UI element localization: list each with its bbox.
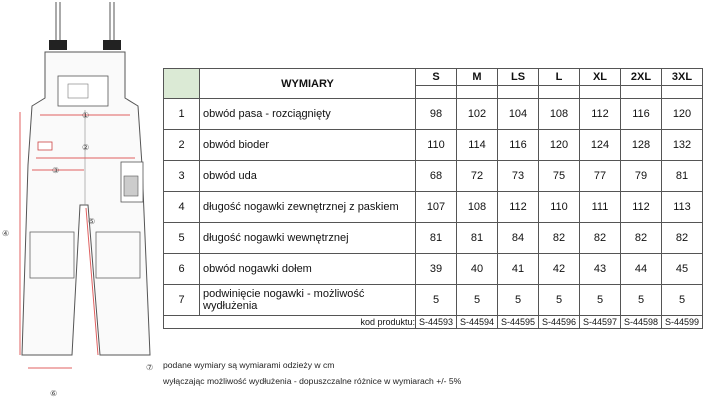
size-value-cell: 68 <box>416 161 457 192</box>
size-value-cell: 43 <box>580 254 621 285</box>
size-value-cell: 5 <box>539 285 580 316</box>
row-description: obwód nogawki dołem <box>200 254 416 285</box>
size-value-cell: 116 <box>498 130 539 161</box>
size-value-cell: 5 <box>457 285 498 316</box>
size-header: S <box>416 69 457 86</box>
table-row <box>164 99 703 130</box>
header-spacer <box>457 86 498 99</box>
marker-5: ⑤ <box>88 217 96 226</box>
size-value-cell: 5 <box>416 285 457 316</box>
size-value-cell: 120 <box>539 130 580 161</box>
size-value-cell: 42 <box>539 254 580 285</box>
size-value-cell: 84 <box>498 223 539 254</box>
size-value-cell: 5 <box>498 285 539 316</box>
size-value-cell: 82 <box>621 223 662 254</box>
row-description: podwinięcie nogawki - możliwość wydłużenia <box>200 285 416 316</box>
size-value-cell: 81 <box>457 223 498 254</box>
size-value-cell: 124 <box>580 130 621 161</box>
marker-2: ② <box>82 143 90 152</box>
marker-6: ⑥ <box>50 389 58 398</box>
product-code-cell: S-44595 <box>498 316 539 329</box>
note-line-1: podane wymiary są wymiarami odzieży w cm <box>163 360 335 370</box>
header-corner <box>164 69 200 99</box>
product-code-cell: S-44599 <box>662 316 703 329</box>
size-value-cell: 114 <box>457 130 498 161</box>
size-value-cell: 40 <box>457 254 498 285</box>
marker-4: ④ <box>2 229 10 238</box>
size-header: 2XL <box>621 69 662 86</box>
size-value-cell: 108 <box>457 192 498 223</box>
size-value-cell: 112 <box>498 192 539 223</box>
row-description: obwód pasa - rozciągnięty <box>200 99 416 130</box>
product-code-label: kod produktu: <box>164 316 416 329</box>
row-description: długość nogawki zewnętrznej z paskiem <box>200 192 416 223</box>
size-value-cell: 82 <box>580 223 621 254</box>
size-header: L <box>539 69 580 86</box>
header-spacer <box>539 86 580 99</box>
row-number: 3 <box>164 161 200 192</box>
header-spacer <box>416 86 457 99</box>
header-label: WYMIARY <box>200 69 416 99</box>
size-value-cell: 44 <box>621 254 662 285</box>
table-row <box>164 223 703 254</box>
note-line-2: wyłączając możliwość wydłużenia - dopuszczalne różnice w wymiarach +/- 5% <box>163 376 462 386</box>
size-value-cell: 102 <box>457 99 498 130</box>
size-value-cell: 104 <box>498 99 539 130</box>
product-code-cell: S-44597 <box>580 316 621 329</box>
size-header: LS <box>498 69 539 86</box>
size-value-cell: 81 <box>416 223 457 254</box>
size-header: 3XL <box>662 69 703 86</box>
product-code-row <box>164 316 703 329</box>
marker-7: ⑦ <box>146 363 154 372</box>
size-header: M <box>457 69 498 86</box>
size-value-cell: 73 <box>498 161 539 192</box>
size-value-cell: 41 <box>498 254 539 285</box>
size-value-cell: 111 <box>580 192 621 223</box>
size-value-cell: 132 <box>662 130 703 161</box>
buckle-left-icon <box>49 40 67 50</box>
row-description: długość nogawki wewnętrznej <box>200 223 416 254</box>
size-value-cell: 45 <box>662 254 703 285</box>
product-code-cell: S-44593 <box>416 316 457 329</box>
overalls-diagram <box>0 0 160 401</box>
size-value-cell: 113 <box>662 192 703 223</box>
size-value-cell: 107 <box>416 192 457 223</box>
size-value-cell: 39 <box>416 254 457 285</box>
row-description: obwód uda <box>200 161 416 192</box>
row-number: 7 <box>164 285 200 316</box>
size-value-cell: 5 <box>580 285 621 316</box>
header-spacer <box>621 86 662 99</box>
size-value-cell: 82 <box>662 223 703 254</box>
table-row <box>164 130 703 161</box>
size-value-cell: 82 <box>539 223 580 254</box>
row-number: 2 <box>164 130 200 161</box>
header-spacer <box>580 86 621 99</box>
marker-3: ③ <box>52 166 60 175</box>
row-number: 5 <box>164 223 200 254</box>
size-value-cell: 120 <box>662 99 703 130</box>
header-spacer <box>498 86 539 99</box>
size-value-cell: 116 <box>621 99 662 130</box>
size-value-cell: 112 <box>580 99 621 130</box>
size-value-cell: 110 <box>539 192 580 223</box>
table-row <box>164 161 703 192</box>
size-header: XL <box>580 69 621 86</box>
table-row <box>164 192 703 223</box>
row-number: 1 <box>164 99 200 130</box>
table-row <box>164 254 703 285</box>
size-value-cell: 79 <box>621 161 662 192</box>
size-value-cell: 77 <box>580 161 621 192</box>
buckle-right-icon <box>103 40 121 50</box>
table-row <box>164 285 703 316</box>
size-value-cell: 110 <box>416 130 457 161</box>
product-code-cell: S-44598 <box>621 316 662 329</box>
size-value-cell: 81 <box>662 161 703 192</box>
product-code-cell: S-44596 <box>539 316 580 329</box>
row-number: 6 <box>164 254 200 285</box>
row-number: 4 <box>164 192 200 223</box>
size-value-cell: 108 <box>539 99 580 130</box>
size-value-cell: 72 <box>457 161 498 192</box>
size-value-cell: 5 <box>621 285 662 316</box>
size-value-cell: 5 <box>662 285 703 316</box>
marker-1: ① <box>82 111 90 120</box>
row-description: obwód bioder <box>200 130 416 161</box>
header-spacer <box>662 86 703 99</box>
size-table <box>163 68 703 329</box>
product-code-cell: S-44594 <box>457 316 498 329</box>
size-value-cell: 112 <box>621 192 662 223</box>
size-value-cell: 98 <box>416 99 457 130</box>
size-value-cell: 75 <box>539 161 580 192</box>
size-value-cell: 128 <box>621 130 662 161</box>
